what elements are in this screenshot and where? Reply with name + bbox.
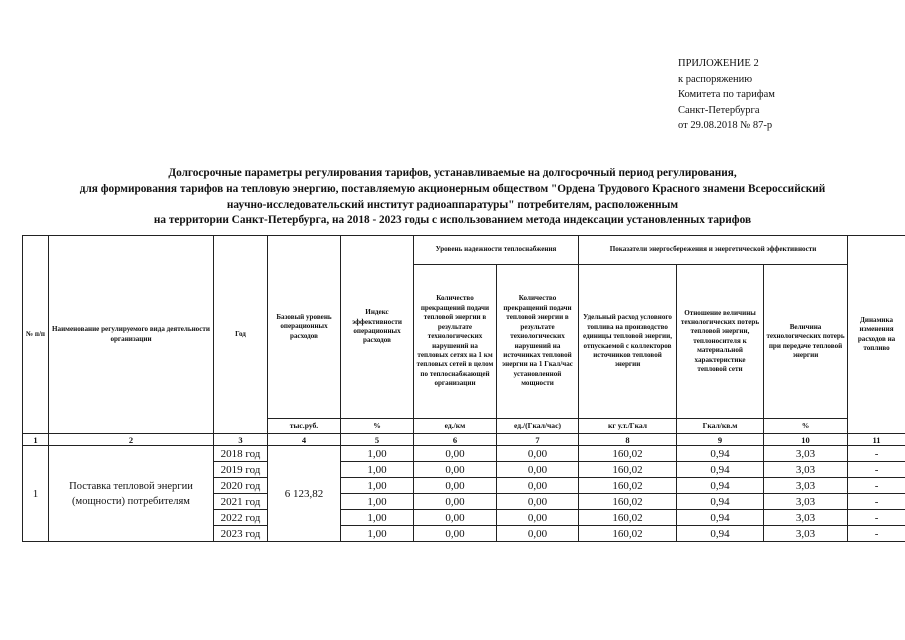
header-num: № п/п xyxy=(23,236,49,434)
header-reliability-group: Уровень надежности теплоснабжения xyxy=(414,236,579,265)
parameters-table xyxy=(22,235,905,542)
heat-losses-cell: 3,03 xyxy=(764,446,848,462)
interruptions-network-cell: 0,00 xyxy=(414,510,497,526)
specific-fuel-cell: 160,02 xyxy=(579,462,677,478)
loss-ratio-cell: 0,94 xyxy=(677,462,764,478)
interruptions-network-cell: 0,00 xyxy=(414,446,497,462)
unit-interruptions-sources: ед./(Гкал/час) xyxy=(497,419,579,434)
interruptions-network-cell: 0,00 xyxy=(414,462,497,478)
header-interruptions-sources: Количество прекращений подачи тепловой энергии в результате технологических нарушений на источниках тепловой энергии на 1 Гкал/час установленной мощности xyxy=(497,265,579,419)
unit-interruptions-network: ед./км xyxy=(414,419,497,434)
base-costs-value: 6 123,82 xyxy=(268,446,341,542)
title-line: для формирования тарифов на тепловую энергию, поставляемую акционерным обществом "Ордена Трудового Красного знамени Всероссийский xyxy=(79,182,826,195)
column-number: 11 xyxy=(848,434,905,446)
table-row xyxy=(23,446,905,462)
column-number: 3 xyxy=(214,434,268,446)
header-heat-losses: Величина технологических потерь при передаче тепловой энергии xyxy=(764,265,848,419)
header-activity: Наименование регулируемого вида деятельности организации xyxy=(49,236,214,434)
specific-fuel-cell: 160,02 xyxy=(579,446,677,462)
interruptions-network-cell: 0,00 xyxy=(414,526,497,542)
year-cell: 2018 год xyxy=(214,446,268,462)
year-cell: 2019 год xyxy=(214,462,268,478)
year-cell: 2021 год xyxy=(214,494,268,510)
specific-fuel-cell: 160,02 xyxy=(579,494,677,510)
unit-index: % xyxy=(341,419,414,434)
index-cell: 1,00 xyxy=(341,478,414,494)
header-year: Год xyxy=(214,236,268,434)
interruptions-sources-cell: 0,00 xyxy=(497,478,579,494)
interruptions-sources-cell: 0,00 xyxy=(497,526,579,542)
unit-loss-ratio: Гкал/кв.м xyxy=(677,419,764,434)
unit-specific-fuel: кг у.т./Гкал xyxy=(579,419,677,434)
appendix-line: ПРИЛОЖЕНИЕ 2 xyxy=(678,58,759,69)
row-number: 1 xyxy=(23,446,49,542)
unit-base-costs: тыс.руб. xyxy=(268,419,341,434)
interruptions-sources-cell: 0,00 xyxy=(497,462,579,478)
column-number: 10 xyxy=(764,434,848,446)
column-number: 9 xyxy=(677,434,764,446)
interruptions-sources-cell: 0,00 xyxy=(497,494,579,510)
activity-name: Поставка тепловой энергии (мощности) потребителям xyxy=(49,446,214,542)
heat-losses-cell: 3,03 xyxy=(764,510,848,526)
heat-losses-cell: 3,03 xyxy=(764,494,848,510)
specific-fuel-cell: 160,02 xyxy=(579,478,677,494)
title-line: на территории Санкт-Петербурга, на 2018 - 2023 годы с использованием метода индексации установленных тарифов xyxy=(153,214,752,227)
column-number: 2 xyxy=(49,434,214,446)
appendix-line: от 29.08.2018 № 87-р xyxy=(678,120,773,131)
header-specific-fuel: Удельный расход условного топлива на производство единицы тепловой энергии, отпускаемой с коллекторов источников тепловой энергии xyxy=(579,265,677,419)
appendix-line: Комитета по тарифам xyxy=(678,89,775,100)
interruptions-network-cell: 0,00 xyxy=(414,478,497,494)
column-number: 8 xyxy=(579,434,677,446)
title-line: Долгосрочные параметры регулирования тарифов, устанавливаемые на долгосрочный период регулирования, xyxy=(168,167,737,179)
loss-ratio-cell: 0,94 xyxy=(677,478,764,494)
header-efficiency-group: Показатели энергосбережения и энергетической эффективности xyxy=(579,236,848,265)
column-number: 1 xyxy=(23,434,49,446)
heat-losses-cell: 3,03 xyxy=(764,462,848,478)
header-loss-ratio: Отношение величины технологических потерь тепловой энергии, теплоносителя к материальной характеристике тепловой сети xyxy=(677,265,764,419)
appendix-block xyxy=(678,56,775,134)
header-index: Индекс эффективности операционных расходов xyxy=(341,236,414,419)
unit-heat-losses: % xyxy=(764,419,848,434)
cost-dynamics-cell: - xyxy=(848,446,905,462)
header-base-costs: Базовый уровень операционных расходов xyxy=(268,236,341,419)
specific-fuel-cell: 160,02 xyxy=(579,526,677,542)
loss-ratio-cell: 0,94 xyxy=(677,446,764,462)
title-line: научно-исследовательский институт радиоаппаратуры" потребителям, расположенным xyxy=(226,198,679,211)
cost-dynamics-cell: - xyxy=(848,494,905,510)
cost-dynamics-cell: - xyxy=(848,478,905,494)
document-title xyxy=(20,166,885,229)
header-cost-dynamics: Динамика изменения расходов на топливо xyxy=(848,236,905,434)
year-cell: 2020 год xyxy=(214,478,268,494)
year-cell: 2022 год xyxy=(214,510,268,526)
index-cell: 1,00 xyxy=(341,494,414,510)
cost-dynamics-cell: - xyxy=(848,526,905,542)
heat-losses-cell: 3,03 xyxy=(764,478,848,494)
appendix-line: к распоряжению xyxy=(678,73,753,85)
index-cell: 1,00 xyxy=(341,446,414,462)
column-number: 5 xyxy=(341,434,414,446)
specific-fuel-cell: 160,02 xyxy=(579,510,677,526)
column-number: 4 xyxy=(268,434,341,446)
interruptions-sources-cell: 0,00 xyxy=(497,446,579,462)
index-cell: 1,00 xyxy=(341,510,414,526)
loss-ratio-cell: 0,94 xyxy=(677,494,764,510)
interruptions-sources-cell: 0,00 xyxy=(497,510,579,526)
loss-ratio-cell: 0,94 xyxy=(677,526,764,542)
heat-losses-cell: 3,03 xyxy=(764,526,848,542)
year-cell: 2023 год xyxy=(214,526,268,542)
loss-ratio-cell: 0,94 xyxy=(677,510,764,526)
index-cell: 1,00 xyxy=(341,526,414,542)
column-number: 7 xyxy=(497,434,579,446)
interruptions-network-cell: 0,00 xyxy=(414,494,497,510)
column-number: 6 xyxy=(414,434,497,446)
header-interruptions-network: Количество прекращений подачи тепловой энергии в результате технологических нарушений на тепловых сетях на 1 км тепловых сетей в целом по теплоснабжающей организации xyxy=(414,265,497,419)
cost-dynamics-cell: - xyxy=(848,462,905,478)
cost-dynamics-cell: - xyxy=(848,510,905,526)
appendix-line: Санкт-Петербурга xyxy=(678,104,760,116)
index-cell: 1,00 xyxy=(341,462,414,478)
